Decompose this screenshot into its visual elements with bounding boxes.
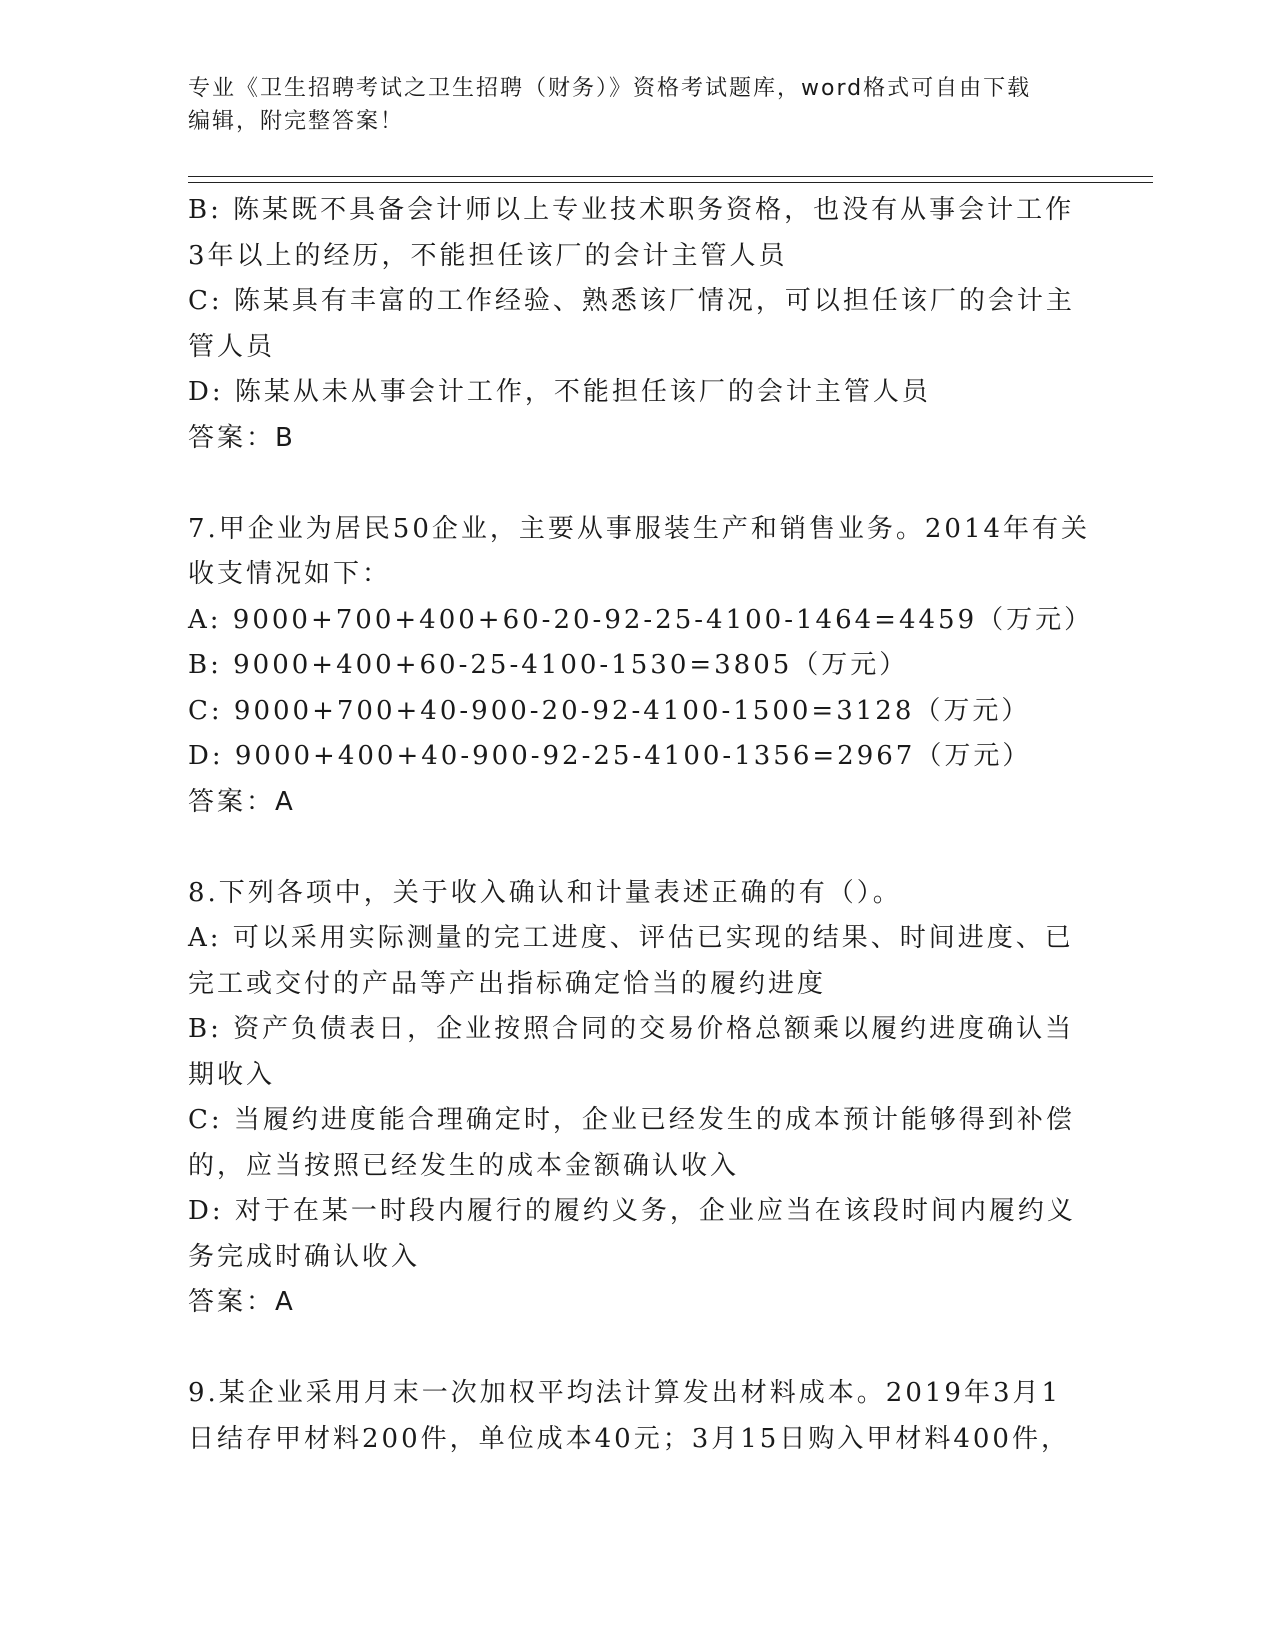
q6-option-d: D: 陈某从未从事会计工作，不能担任该厂的会计主管人员 — [188, 377, 931, 407]
question-6 — [188, 188, 1088, 461]
q7-stem-line-1: 7.甲企业为居民50企业，主要从事服装生产和销售业务。2014年有关 — [188, 513, 1091, 544]
q8-option-b-line-1: B: 资产负债表日，企业按照合同的交易价格总额乘以履约进度确认当 — [188, 1014, 1075, 1044]
q6-answer: 答案：B — [188, 422, 296, 453]
document-header — [188, 72, 1068, 138]
q9-stem-line-1: 9.某企业采用月末一次加权平均法计算发出材料成本。2019年3月1 — [188, 1378, 1062, 1408]
spacer — [188, 825, 1088, 871]
q6-option-c-line-2: 管人员 — [188, 331, 276, 362]
question-9 — [188, 1371, 1088, 1462]
q8-stem: 8.下列各项中，关于收入确认和计量表述正确的有（）。 — [188, 877, 902, 908]
question-content — [188, 188, 1094, 1462]
q7-stem-line-2: 收支情况如下： — [188, 559, 392, 589]
q7-option-b: B: 9000+400+60-25-4100-1530=3805（万元） — [188, 650, 909, 680]
spacer — [188, 461, 1088, 507]
q7-answer: 答案：A — [188, 786, 296, 817]
spacer — [188, 1326, 1088, 1372]
q8-option-b-line-2: 期收入 — [188, 1059, 276, 1090]
q8-option-c-line-2: 的，应当按照已经发生的成本金额确认收入 — [188, 1150, 740, 1181]
header-rule-bottom — [188, 182, 1153, 183]
q8-option-a-line-1: A: 可以采用实际测量的完工进度、评估已实现的结果、时间进度、已 — [188, 923, 1074, 953]
q8-answer: 答案：A — [188, 1287, 296, 1317]
q6-option-c-line-1: C: 陈某具有丰富的工作经验、熟悉该厂情况，可以担任该厂的会计主 — [188, 286, 1075, 316]
header-line-2: 编辑，附完整答案！ — [188, 109, 405, 134]
q6-option-b-line-2: 3年以上的经历，不能担任该厂的会计主管人员 — [188, 240, 788, 271]
q8-option-a-line-2: 完工或交付的产品等产出指标确定恰当的履约进度 — [188, 968, 827, 999]
q8-option-c-line-1: C: 当履约进度能合理确定时，企业已经发生的成本预计能够得到补偿 — [188, 1105, 1075, 1135]
q8-option-d-line-1: D: 对于在某一时段内履行的履约义务，企业应当在该段时间内履约义 — [188, 1196, 1076, 1226]
q8-option-d-line-2: 务完成时确认收入 — [188, 1241, 421, 1272]
question-8 — [188, 871, 1088, 1326]
q7-option-d: D: 9000+400+40-900-92-25-4100-1356=2967（万元） — [188, 741, 1032, 771]
q7-option-a: A: 9000+700+400+60-20-92-25-4100-1464=4459（万元） — [188, 604, 1094, 635]
header-rule-top — [188, 176, 1153, 177]
q9-stem-line-2: 日结存甲材料200件，单位成本40元；3月15日购入甲材料400件， — [188, 1423, 1070, 1454]
q6-option-b-line-1: B: 陈某既不具备会计师以上专业技术职务资格，也没有从事会计工作 — [188, 195, 1075, 225]
header-line-1: 专业《卫生招聘考试之卫生招聘（财务）》资格考试题库，word格式可自由下载 — [188, 76, 1032, 101]
question-7 — [188, 507, 1094, 826]
q7-option-c: C: 9000+700+40-900-20-92-4100-1500=3128（万元） — [188, 695, 1031, 726]
